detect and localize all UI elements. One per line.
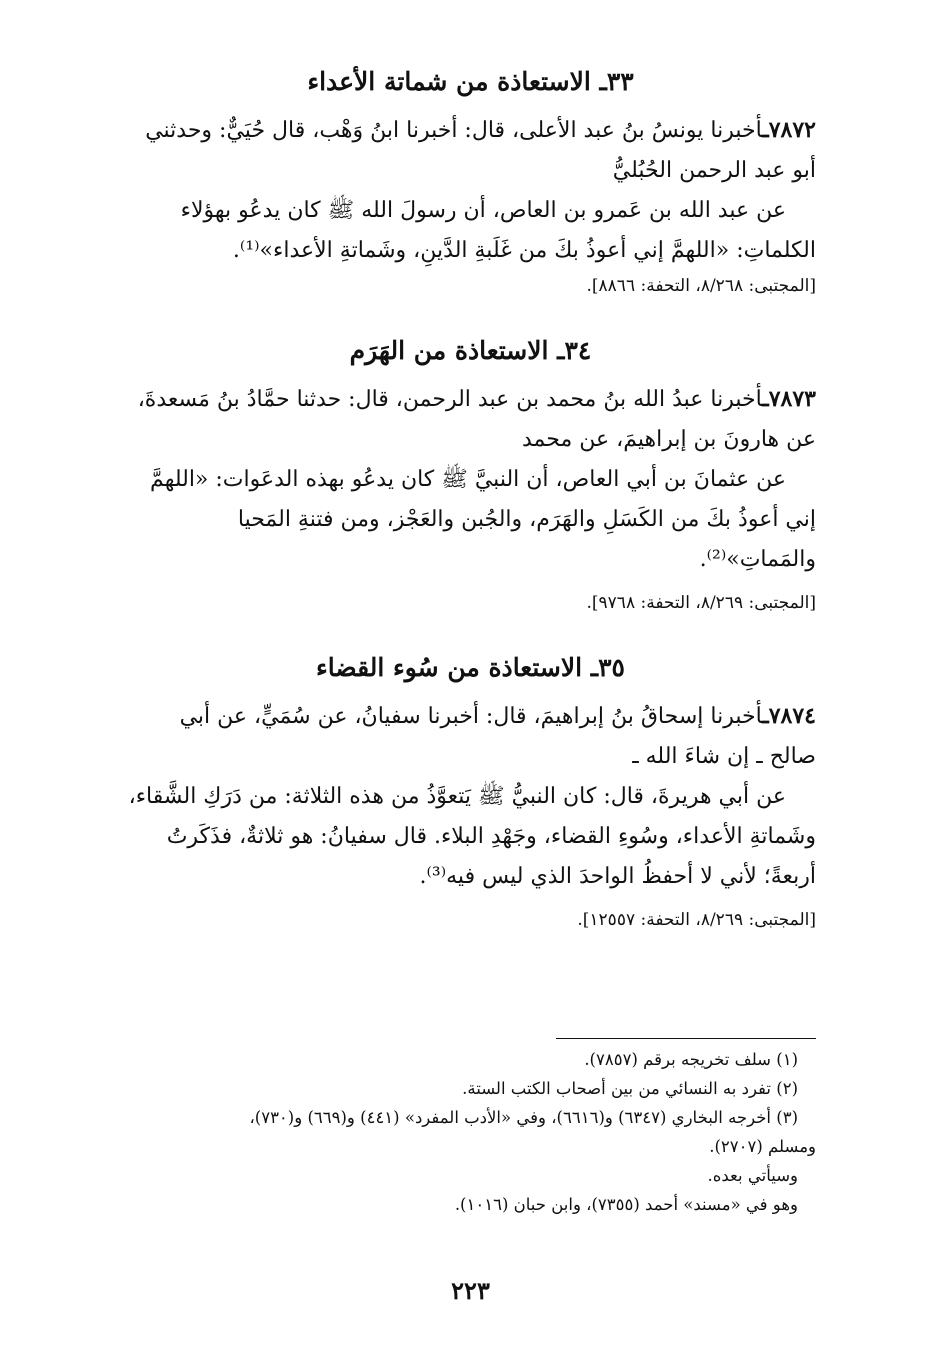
hadith-7873-line-3: عن عثمانَ بن أبي العاص، أن النبيَّ ﷺ كان يدعُو بهذه الدعَوات: «اللهمَّ [150,467,786,492]
hadith-number: ٧٨٧٤ـ [762,703,816,729]
hadith-7873-line-4: إني أعوذُ بكَ من الكَسَلِ والهَرَم، والجُبن والعَجْز، ومن فتنةِ المَحيا [237,507,816,532]
hadith-7873-line-2: عن هارونَ بن إبراهيمَ، عن محمد [521,427,816,452]
hadith-7872-line-4: الكلماتِ: «اللهمَّ إني أعوذُ بكَ من غَلَبةِ الدَّينِ، وشَماتةِ الأعداء»⁽¹⁾. [232,238,816,263]
hadith-7874-reference: [المجتبى: ٨/٢٦٩، التحفة: ١٢٥٥٧]. [577,910,816,930]
chapter-title-33: ٣٣ـ الاستعاذة من شماتة الأعداء [307,67,634,96]
hadith-7872-reference: [المجتبى: ٨/٢٦٨، التحفة: ٨٨٦٦]. [586,276,816,296]
footnote-2: (٢) تفرد به النسائي من بين أصحاب الكتب الستة. [462,1079,798,1098]
hadith-7873-line-5: والمَماتِ»⁽²⁾. [699,547,816,572]
page-number: ٢٢٣ [451,1276,490,1305]
chapter-title-34: ٣٤ـ الاستعاذة من الهَرَم [349,336,592,365]
hadith-7873-reference: [المجتبى: ٨/٢٦٩، التحفة: ٩٧٦٨]. [586,593,816,613]
footnotes [125,1038,816,1219]
hadith-7874-line-5: أربعةً؛ لأني لا أحفظُ الواحدَ الذي ليس فيه⁽³⁾. [419,864,816,889]
footnote-3: (٣) أخرجه البخاري (٦٣٤٧) و(٦٦١٦)، وفي «الأدب المفرد» (٤٤١) و(٦٦٩) و(٧٣٠)، [249,1108,798,1127]
hadith-number: ٧٨٧٢ـ [762,117,816,143]
chapter-title-35: ٣٥ـ الاستعاذة من سُوء القضاء [316,653,625,682]
footnote-1: (١) سلف تخريجه برقم (٧٨٥٧). [584,1050,798,1069]
hadith-7874-line-1: ٧٨٧٤ـأخبرنا إسحاقُ بنُ إبراهيمَ، قال: أخبرنا سفيانُ، عن سُمَيٍّ، عن أبي [179,703,816,729]
hadith-7874-line-3: عن أبي هريرةَ، قال: كان النبيُّ ﷺ يَتعوَّذُ من هذه الثلاثة: من دَرَكِ الشَّقاء، [128,784,786,809]
hadith-7872-line-2: أبو عبد الرحمن الحُبُليُّ [612,158,816,183]
hadith-7873-line-1: ٧٨٧٣ـأخبرنا عبدُ الله بنُ محمد بن عبد الرحمن، قال: حدثنا حمَّادُ بنُ مَسعدةَ، [137,386,816,412]
hadith-7874-line-4: وشَماتةِ الأعداء، وسُوءِ القضاء، وجَهْدِ البلاء. قال سفيانُ: هو ثلاثةٌ، فذَكَرتُ [166,824,816,849]
hadith-7872-line-1: ٧٨٧٢ـأخبرنا يونسُ بنُ عبد الأعلى، قال: أخبرنا ابنُ وَهْب، قال حُيَيٌّ: وحدثني [145,117,816,143]
hadith-number: ٧٨٧٣ـ [762,386,816,412]
main-text [125,62,816,935]
footnote-3-continued: ومسلم (٢٧٠٧). [709,1137,816,1156]
footnote-divider [556,1038,816,1039]
hadith-7872-line-3: عن عبد الله بن عَمرو بن العاص، أن رسولَ الله ﷺ كان يدعُو بهؤلاء [180,198,786,223]
hadith-7874-line-2: صالح ـ إن شاءَ الله ـ [632,744,816,769]
footnote-3-note-a: وسيأتي بعده. [707,1166,798,1185]
footnote-3-note-b: وهو في «مسند» أحمد (٧٣٥٥)، وابن حبان (١٠١٦). [454,1195,798,1214]
